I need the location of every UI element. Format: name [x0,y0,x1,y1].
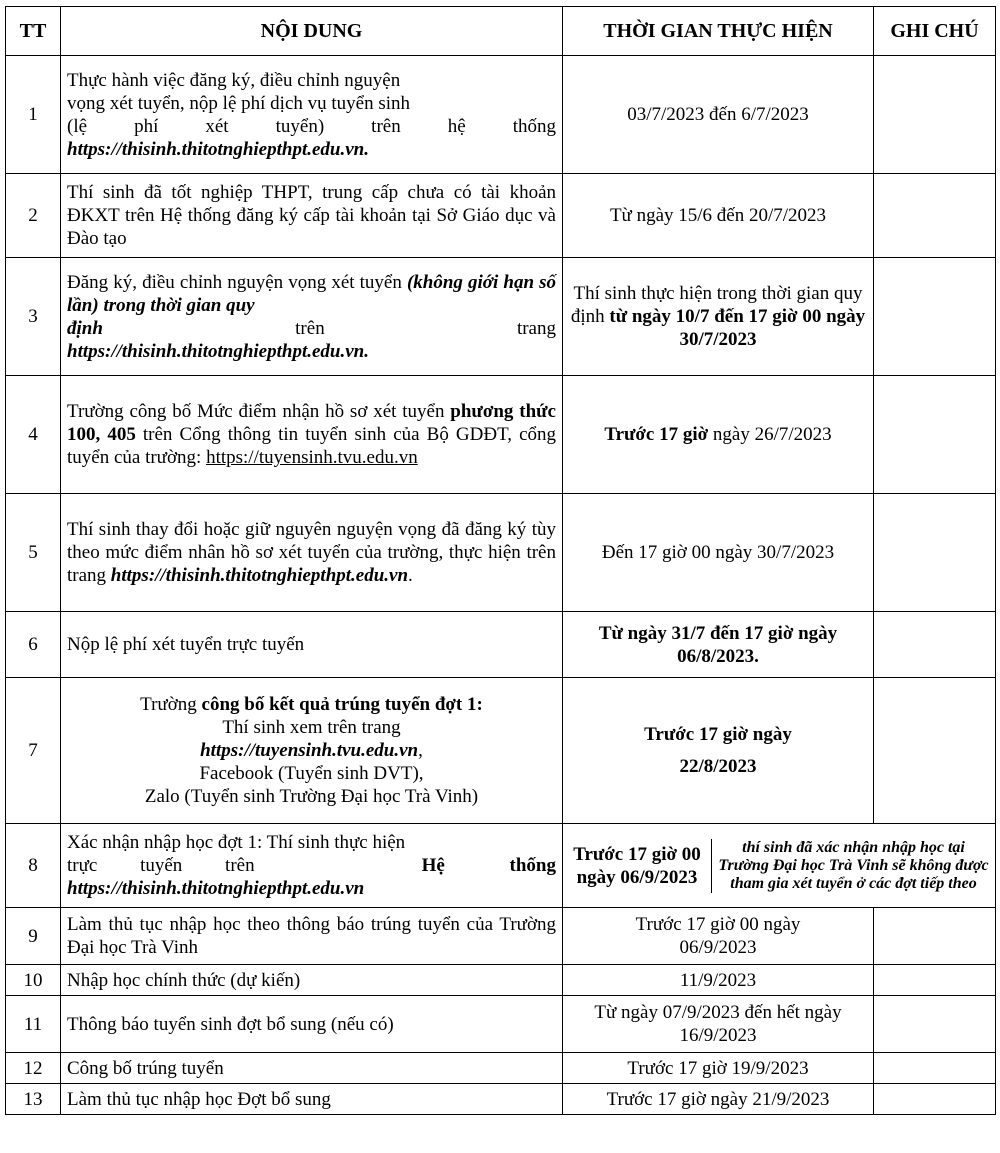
row-note [874,494,996,612]
admission-schedule-table [5,6,996,1115]
row-number: 5 [6,494,61,612]
row-number: 13 [6,1084,61,1115]
table-row [6,56,996,174]
table-row [6,908,996,965]
row-note [874,376,996,494]
row-note [874,56,996,174]
row-content: Trường công bố Mức điểm nhận hồ sơ xét tuyển phương thức 100, 405 trên Cổng thông tin tuyển sinh của Bộ GDĐT, cổng tuyển của trường: https://tuyensinh.tvu.edu.vn [61,376,563,494]
tvu-admission-link[interactable]: https://tuyensinh.tvu.edu.vn [200,740,419,761]
row-number: 6 [6,612,61,678]
table-row [6,174,996,258]
table-row [6,996,996,1053]
table-row [6,1084,996,1115]
row-content: Trường công bố kết quả trúng tuyển đợt 1: Thí sinh xem trên trang https://tuyensinh.tvu.edu.vn, Facebook (Tuyển sinh DVT), Zalo (Tuyển sinh Trường Đại học Trà Vinh) [61,678,563,824]
table-row [6,1053,996,1084]
table-row [6,258,996,376]
row-time: Thí sinh thực hiện trong thời gian quy định từ ngày 10/7 đến 17 giờ 00 ngày 30/7/2023 [563,258,874,376]
row-time: Trước 17 giờ ngày 21/9/2023 [563,1084,874,1115]
row-content: Đăng ký, điều chỉnh nguyện vọng xét tuyển (không giới hạn số lần) trong thời gian quy định trên trang https://thisinh.thitotnghiepthpt.edu.vn. [61,258,563,376]
row-note [874,1053,996,1084]
row-time: Từ ngày 07/9/2023 đến hết ngày 16/9/2023 [563,996,874,1053]
registration-site-link[interactable]: https://thisinh.thitotnghiepthpt.edu.vn [110,565,409,586]
row-time: Từ ngày 31/7 đến 17 giờ ngày 06/8/2023. [563,612,874,678]
row-number: 10 [6,965,61,996]
row-content: Nộp lệ phí xét tuyển trực tuyến [61,612,563,678]
tvu-admission-link[interactable]: https://tuyensinh.tvu.edu.vn [206,447,418,468]
row-number: 4 [6,376,61,494]
header-noi-dung: NỘI DUNG [61,7,563,56]
row-number: 9 [6,908,61,965]
row-time: Trước 17 giờ ngày 26/7/2023 [563,376,874,494]
row-time: Trước 17 giờ ngày 22/8/2023 [563,678,874,824]
row-number: 11 [6,996,61,1053]
row-content: Làm thủ tục nhập học Đợt bổ sung [61,1084,563,1115]
header-tt: TT [6,7,61,56]
table-row [6,678,996,824]
row-time: Trước 17 giờ 19/9/2023 [563,1053,874,1084]
row-number: 2 [6,174,61,258]
row-time: Trước 17 giờ 00 ngày 06/9/2023 [563,908,874,965]
header-thoi-gian: THỜI GIAN THỰC HIỆN [563,7,874,56]
table-row [6,612,996,678]
table-row [6,494,996,612]
header-row [6,7,996,56]
row-content: Thực hành việc đăng ký, điều chỉnh nguyện vọng xét tuyển, nộp lệ phí dịch vụ tuyển sinh (lệ phí xét tuyển) trên hệ thống https://thisinh.thitotnghiepthpt.edu.vn. [61,56,563,174]
row-content: Làm thủ tục nhập học theo thông báo trúng tuyển của Trường Đại học Trà Vinh [61,908,563,965]
row-content: Xác nhận nhập học đợt 1: Thí sinh thực hiện trực tuyến trên Hệ thống https://thisinh.thitotnghiepthpt.edu.vn [61,824,563,908]
table-row [6,965,996,996]
row-time-and-note [563,824,996,908]
row-note [874,174,996,258]
row-number: 8 [6,824,61,908]
row-content: Thí sinh đã tốt nghiệp THPT, trung cấp chưa có tài khoản ĐKXT trên Hệ thống đăng ký cấp tài khoản tại Sở Giáo dục và Đào tạo [61,174,563,258]
table-row [6,376,996,494]
row-number: 12 [6,1053,61,1084]
row-content: Thí sinh thay đổi hoặc giữ nguyên nguyện vọng đã đăng ký tùy theo mức điểm nhân hồ sơ xét tuyển của trường, thực hiện trên trang https://thisinh.thitotnghiepthpt.edu.vn. [61,494,563,612]
row-content: Thông báo tuyển sinh đợt bổ sung (nếu có) [61,996,563,1053]
row-note [874,1084,996,1115]
row-note [874,678,996,824]
row-content: Nhập học chính thức (dự kiến) [61,965,563,996]
row-note: thí sinh đã xác nhận nhập học tại Trường Đại học Trà Vinh sẽ không được tham gia xét tuyển ở các đợt tiếp theo [718,838,989,892]
row-note [874,258,996,376]
row-number: 3 [6,258,61,376]
registration-site-link[interactable]: https://thisinh.thitotnghiepthpt.edu.vn [67,878,365,899]
row-number: 1 [6,56,61,174]
row-time: Trước 17 giờ 00 ngày 06/9/2023 [563,839,712,893]
registration-site-link[interactable]: https://thisinh.thitotnghiepthpt.edu.vn. [67,340,369,362]
row-time: Đến 17 giờ 00 ngày 30/7/2023 [563,494,874,612]
row-note [874,612,996,678]
row-time: 03/7/2023 đến 6/7/2023 [563,56,874,174]
row-number: 7 [6,678,61,824]
row-time: Từ ngày 15/6 đến 20/7/2023 [563,174,874,258]
table-row [6,824,996,908]
row-note [874,908,996,965]
row-note [874,996,996,1053]
row-content: Công bố trúng tuyển [61,1053,563,1084]
header-ghi-chu: GHI CHÚ [874,7,996,56]
registration-site-link[interactable]: https://thisinh.thitotnghiepthpt.edu.vn. [67,138,369,160]
row-time: 11/9/2023 [563,965,874,996]
row-note [874,965,996,996]
